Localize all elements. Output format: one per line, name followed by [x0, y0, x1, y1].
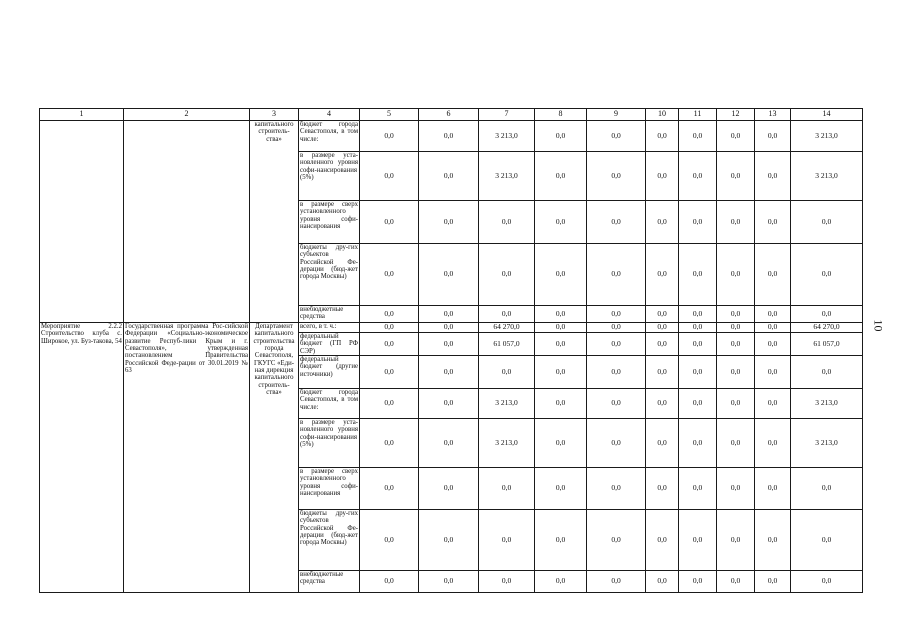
funding-source-cell: бюджеты дру-гих субъектов Российской Фе-дерации (бюд-жет города Москвы): [299, 244, 360, 306]
amount-cell: 3 213,0: [479, 121, 535, 152]
amount-cell: 0,0: [587, 323, 646, 333]
amount-cell: 0,0: [791, 467, 863, 509]
column-number-row: [40, 109, 863, 121]
col-header: 6: [419, 109, 479, 121]
funding-source-cell: в размере сверх установленного уровня софи-нансирования: [299, 201, 360, 244]
executor-cell: капитального строитель-ства»: [250, 121, 299, 323]
amount-cell: 0,0: [535, 333, 587, 356]
amount-cell: 0,0: [679, 418, 717, 467]
amount-cell: 0,0: [587, 306, 646, 323]
amount-cell: 0,0: [419, 388, 479, 418]
amount-cell: 0,0: [646, 355, 679, 388]
col-header: 8: [535, 109, 587, 121]
page-number: 10: [871, 319, 886, 332]
amount-cell: 0,0: [679, 355, 717, 388]
amount-cell: 0,0: [679, 467, 717, 509]
amount-cell: 0,0: [646, 418, 679, 467]
amount-cell: 0,0: [419, 306, 479, 323]
amount-cell: 0,0: [679, 152, 717, 201]
amount-cell: 0,0: [679, 244, 717, 306]
amount-cell: 0,0: [679, 570, 717, 592]
amount-cell: 0,0: [646, 323, 679, 333]
amount-cell: 0,0: [717, 121, 755, 152]
amount-cell: 0,0: [791, 509, 863, 570]
amount-cell: 0,0: [587, 388, 646, 418]
amount-cell: 0,0: [755, 509, 791, 570]
amount-cell: 0,0: [717, 418, 755, 467]
funding-source-cell: внебюджетные средства: [299, 306, 360, 323]
amount-cell: 61 057,0: [791, 333, 863, 356]
amount-cell: 0,0: [479, 201, 535, 244]
amount-cell: 0,0: [717, 355, 755, 388]
amount-cell: 0,0: [587, 467, 646, 509]
funding-source-cell: федеральный бюджет (ГП РФ СЭР): [300, 333, 358, 355]
amount-cell: 0,0: [587, 509, 646, 570]
amount-cell: 0,0: [646, 121, 679, 152]
funding-source-cell: в размере уста-новленного уровня софи-нансирования (5%): [299, 152, 360, 201]
amount-cell: 0,0: [587, 152, 646, 201]
amount-cell: 0,0: [535, 323, 587, 333]
funding-source-cell: бюджеты дру-гих субъектов Российской Фе-дерации (бюд-жет города Москвы): [299, 509, 360, 570]
amount-cell: 0,0: [791, 355, 863, 388]
amount-cell: 0,0: [360, 509, 419, 570]
amount-cell: 0,0: [679, 306, 717, 323]
amount-cell: 0,0: [419, 333, 479, 356]
amount-cell: 0,0: [755, 121, 791, 152]
amount-cell: 0,0: [717, 306, 755, 323]
amount-cell: 0,0: [755, 244, 791, 306]
amount-cell: 0,0: [535, 570, 587, 592]
amount-cell: 3 213,0: [791, 152, 863, 201]
funding-source-cell: в размере сверх установленного уровня софи-нансирования: [299, 467, 360, 509]
amount-cell: 0,0: [646, 570, 679, 592]
amount-cell: 0,0: [419, 244, 479, 306]
amount-cell: 0,0: [717, 509, 755, 570]
amount-cell: 0,0: [479, 355, 535, 388]
amount-cell: 3 213,0: [479, 152, 535, 201]
amount-cell: 0,0: [755, 388, 791, 418]
col-header: 11: [679, 109, 717, 121]
amount-cell: 0,0: [535, 201, 587, 244]
amount-cell: 3 213,0: [479, 388, 535, 418]
amount-cell: 3 213,0: [791, 388, 863, 418]
col-header: 13: [755, 109, 791, 121]
funding-source-cell: внебюджетные средства: [299, 570, 360, 592]
amount-cell: 0,0: [717, 388, 755, 418]
amount-cell: 0,0: [587, 418, 646, 467]
amount-cell: 0,0: [419, 570, 479, 592]
funding-source-cell: федеральный бюджет (другие источники): [299, 355, 360, 388]
amount-cell: 0,0: [717, 467, 755, 509]
financing-table: [39, 108, 863, 593]
amount-cell: 0,0: [419, 121, 479, 152]
amount-cell: 0,0: [755, 201, 791, 244]
amount-cell: 0,0: [679, 509, 717, 570]
funding-source-cell: бюджет города Севастополя, в том числе:: [299, 121, 360, 152]
amount-cell: 0,0: [717, 333, 755, 356]
amount-cell: 0,0: [587, 201, 646, 244]
col-header: 14: [791, 109, 863, 121]
amount-cell: 0,0: [755, 570, 791, 592]
amount-cell: 0,0: [535, 418, 587, 467]
amount-cell: 0,0: [679, 388, 717, 418]
amount-cell: 0,0: [717, 570, 755, 592]
amount-cell: 0,0: [479, 570, 535, 592]
amount-cell: 0,0: [535, 509, 587, 570]
amount-cell: 0,0: [646, 509, 679, 570]
table-row: [40, 121, 863, 152]
amount-cell: 0,0: [679, 201, 717, 244]
amount-cell: 0,0: [535, 388, 587, 418]
amount-cell: 0,0: [755, 152, 791, 201]
amount-cell: 3 213,0: [791, 418, 863, 467]
amount-cell: 3 213,0: [479, 418, 535, 467]
amount-cell: 61 057,0: [479, 333, 535, 356]
amount-cell: 0,0: [479, 509, 535, 570]
program-cell: Государственная программа Рос-сийской Федерации «Социально-экономическое развитие Респуб-лики Крым и г. Севастополя», утвержденная постановлением Правительства Российской Феде-рации от 30.01.2019 № 63: [124, 323, 250, 593]
amount-cell: 0,0: [479, 306, 535, 323]
amount-cell: 0,0: [535, 152, 587, 201]
amount-cell: 0,0: [791, 306, 863, 323]
funding-source-cell: всего, в т. ч.:: [299, 323, 360, 333]
amount-cell: 0,0: [717, 244, 755, 306]
amount-cell: 0,0: [419, 418, 479, 467]
amount-cell: 64 270,0: [479, 323, 535, 333]
amount-cell: 0,0: [646, 244, 679, 306]
col-header: 2: [124, 109, 250, 121]
col-header: 4: [299, 109, 360, 121]
amount-cell: 0,0: [791, 244, 863, 306]
amount-cell: 0,0: [717, 201, 755, 244]
amount-cell: 0,0: [419, 355, 479, 388]
amount-cell: 0,0: [360, 201, 419, 244]
amount-cell: 0,0: [360, 152, 419, 201]
amount-cell: 0,0: [717, 323, 755, 333]
amount-cell: 0,0: [535, 306, 587, 323]
amount-cell: 0,0: [646, 333, 679, 356]
program-cell: [124, 121, 250, 323]
executor-cell: Департамент капитального строительства города Севастополя, ГКУГС «Еди-ная дирекция капитального строитель-ства»: [250, 323, 299, 593]
amount-cell: 0,0: [360, 306, 419, 323]
amount-cell: 0,0: [679, 333, 717, 356]
amount-cell: 0,0: [419, 323, 479, 333]
amount-cell: 0,0: [360, 333, 419, 356]
col-header: 5: [360, 109, 419, 121]
amount-cell: 0,0: [419, 509, 479, 570]
amount-cell: 0,0: [535, 355, 587, 388]
amount-cell: 0,0: [646, 152, 679, 201]
amount-cell: 0,0: [791, 570, 863, 592]
amount-cell: 0,0: [587, 121, 646, 152]
event-name-cell: [40, 121, 124, 323]
col-header: 10: [646, 109, 679, 121]
amount-cell: 0,0: [646, 467, 679, 509]
amount-cell: 0,0: [587, 333, 646, 356]
funding-source-cell: бюджет города Севастополя, в том числе:: [299, 388, 360, 418]
amount-cell: 0,0: [791, 201, 863, 244]
col-header: 3: [250, 109, 299, 121]
amount-cell: 0,0: [587, 355, 646, 388]
col-header: 7: [479, 109, 535, 121]
amount-cell: 0,0: [360, 418, 419, 467]
amount-cell: 0,0: [360, 467, 419, 509]
amount-cell: 0,0: [646, 388, 679, 418]
amount-cell: 0,0: [419, 152, 479, 201]
col-header: 12: [717, 109, 755, 121]
amount-cell: 0,0: [419, 201, 479, 244]
amount-cell: 3 213,0: [791, 121, 863, 152]
amount-cell: 0,0: [535, 244, 587, 306]
amount-cell: 0,0: [360, 244, 419, 306]
amount-cell: 0,0: [755, 306, 791, 323]
amount-cell: 64 270,0: [791, 323, 863, 333]
amount-cell: 0,0: [679, 323, 717, 333]
amount-cell: 0,0: [360, 323, 419, 333]
amount-cell: 0,0: [479, 244, 535, 306]
amount-cell: 0,0: [360, 121, 419, 152]
amount-cell: 0,0: [717, 152, 755, 201]
funding-source-cell: в размере уста-новленного уровня софи-нансирования (5%): [299, 418, 360, 467]
col-header: 1: [40, 109, 124, 121]
event-name-cell: Мероприятие 2.2.2 Строительство клуба с. Широкое, ул. Буз-такова, 54: [40, 323, 124, 593]
col-header: 9: [587, 109, 646, 121]
amount-cell: 0,0: [646, 306, 679, 323]
table-row: [40, 323, 863, 333]
amount-cell: 0,0: [646, 201, 679, 244]
amount-cell: 0,0: [535, 121, 587, 152]
amount-cell: 0,0: [587, 570, 646, 592]
amount-cell: 0,0: [360, 355, 419, 388]
amount-cell: 0,0: [360, 388, 419, 418]
amount-cell: 0,0: [755, 418, 791, 467]
amount-cell: 0,0: [535, 467, 587, 509]
amount-cell: 0,0: [755, 333, 791, 356]
amount-cell: 0,0: [587, 244, 646, 306]
amount-cell: 0,0: [479, 467, 535, 509]
amount-cell: 0,0: [419, 467, 479, 509]
amount-cell: 0,0: [360, 570, 419, 592]
amount-cell: 0,0: [755, 355, 791, 388]
amount-cell: 0,0: [755, 467, 791, 509]
amount-cell: 0,0: [679, 121, 717, 152]
amount-cell: 0,0: [755, 323, 791, 333]
